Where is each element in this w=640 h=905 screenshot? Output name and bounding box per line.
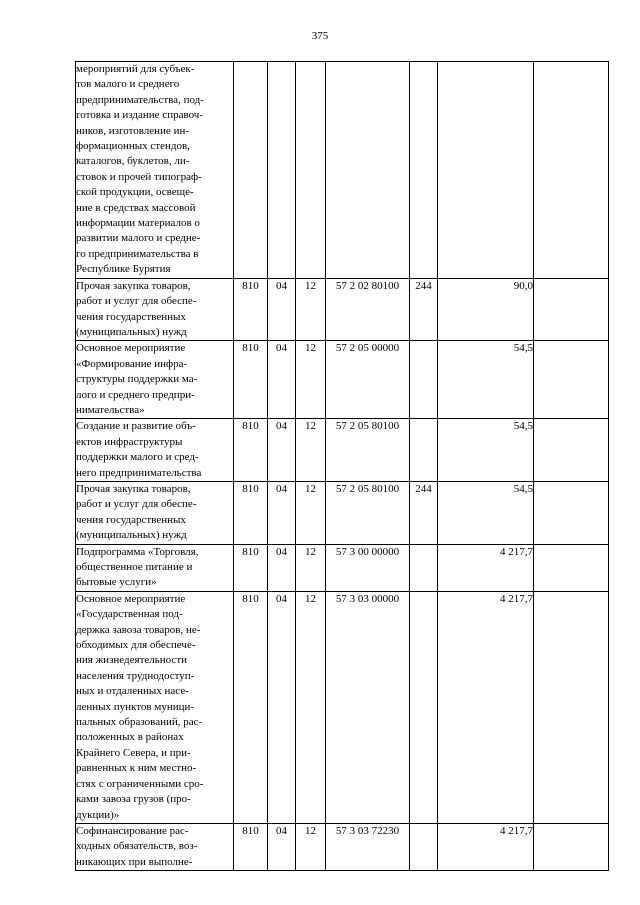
subsection-code-cell [296, 62, 326, 279]
expense-type-cell: 244 [410, 481, 438, 544]
item-name-line: формационных стендов, [76, 140, 190, 153]
target-article-cell: 57 2 02 80100 [326, 278, 410, 341]
section-code-cell: 04 [268, 823, 296, 870]
expense-type-cell [410, 341, 438, 419]
table-row [76, 544, 609, 591]
item-name-cell [76, 823, 234, 870]
item-name-line: Софинансирование рас- [76, 824, 189, 837]
item-name-line: ников, изготовление ин- [76, 124, 190, 137]
item-name-line: никающих при выполне- [76, 855, 193, 868]
item-name-line: чения государственных [76, 310, 186, 323]
item-name-line: го предпринимательства в [76, 247, 199, 260]
section-code-cell: 04 [268, 278, 296, 341]
item-name-line: равненных к ним местно- [76, 762, 197, 775]
subsection-code-cell: 12 [296, 278, 326, 341]
subsection-code-cell: 12 [296, 419, 326, 482]
expense-type-cell [410, 591, 438, 823]
item-name-line: структуры поддержки ма- [76, 373, 198, 386]
item-name-line: бытовые услуги» [76, 576, 157, 589]
target-article-cell: 57 2 05 80100 [326, 419, 410, 482]
subsection-code-cell: 12 [296, 823, 326, 870]
table-row [76, 591, 609, 823]
item-name-line: Подпрограмма «Торговля, [76, 545, 199, 558]
amount-cell: 4 217,7 [438, 823, 534, 870]
table-row [76, 481, 609, 544]
extra-amount-cell [534, 341, 609, 419]
amount-cell: 54,5 [438, 419, 534, 482]
item-name-line: (муниципальных) нужд [76, 529, 187, 542]
extra-amount-cell [534, 591, 609, 823]
item-name-line: общественное питание и [76, 561, 193, 573]
item-name-line: развитии малого и средне- [76, 232, 201, 245]
item-name-line: ходных обязательств, воз- [76, 840, 198, 853]
item-name-line: положенных в районах [76, 731, 184, 744]
subsection-code-cell: 12 [296, 341, 326, 419]
expense-type-cell [410, 544, 438, 591]
ministry-code-cell: 810 [234, 341, 268, 419]
extra-amount-cell [534, 823, 609, 870]
amount-cell [438, 62, 534, 279]
ministry-code-cell: 810 [234, 481, 268, 544]
section-code-cell: 04 [268, 341, 296, 419]
item-name-line: нимательства» [76, 403, 145, 416]
item-name-line: «Формирование инфра- [76, 357, 188, 370]
ministry-code-cell: 810 [234, 544, 268, 591]
extra-amount-cell [534, 544, 609, 591]
ministry-code-cell [234, 62, 268, 279]
section-code-cell: 04 [268, 544, 296, 591]
item-name-line: ками завоза грузов (про- [76, 793, 191, 806]
target-article-cell: 57 2 05 00000 [326, 341, 410, 419]
item-name-cell [76, 341, 234, 419]
item-name-line: чения государственных [76, 513, 186, 526]
extra-amount-cell [534, 419, 609, 482]
item-name-line: Прочая закупка товаров, [76, 482, 191, 495]
extra-amount-cell [534, 278, 609, 341]
amount-cell: 54,5 [438, 481, 534, 544]
ministry-code-cell: 810 [234, 823, 268, 870]
item-name-line: Основное мероприятие [76, 342, 186, 355]
item-name-line: ных и отдаленных насе- [76, 685, 189, 698]
item-name-line: держка завоза товаров, не- [76, 623, 201, 636]
table-row [76, 278, 609, 341]
item-name-line: обходимых для обеспече- [76, 639, 196, 652]
item-name-line: ленных пунктов муници- [76, 700, 195, 713]
item-name-cell [76, 591, 234, 823]
table-row [76, 823, 609, 870]
item-name-line: Прочая закупка товаров, [76, 279, 191, 292]
amount-cell: 4 217,7 [438, 544, 534, 591]
item-name-cell [76, 544, 234, 591]
subsection-code-cell: 12 [296, 481, 326, 544]
item-name-line: стях с ограниченными сро- [76, 777, 204, 790]
extra-amount-cell [534, 62, 609, 279]
section-code-cell: 04 [268, 481, 296, 544]
target-article-cell: 57 3 03 72230 [326, 823, 410, 870]
section-code-cell [268, 62, 296, 279]
budget-table [75, 61, 609, 871]
item-name-line: ние в средствах массовой [76, 201, 196, 214]
item-name-cell [76, 278, 234, 341]
section-code-cell: 04 [268, 591, 296, 823]
item-name-cell [76, 419, 234, 482]
item-name-line: Крайнего Севера, и при- [76, 746, 191, 759]
ministry-code-cell: 810 [234, 278, 268, 341]
item-name-line: ния жизнедеятельности [76, 654, 188, 667]
item-name-line: стовок и прочей типограф- [76, 170, 202, 183]
item-name-line: Создание и развитие объ- [76, 420, 196, 433]
item-name-line: каталогов, буклетов, ли- [76, 155, 190, 168]
amount-cell: 4 217,7 [438, 591, 534, 823]
item-name-line: мероприятий для субъек- [76, 63, 195, 75]
table-row [76, 62, 609, 279]
target-article-cell [326, 62, 410, 279]
ministry-code-cell: 810 [234, 591, 268, 823]
table-row [76, 341, 609, 419]
expense-type-cell [410, 62, 438, 279]
item-name-line: пальных образований, рас- [76, 716, 203, 729]
item-name-line: Республике Бурятия [76, 263, 171, 276]
item-name-line: населения труднодоступ- [76, 669, 195, 682]
item-name-line: ектов инфраструктуры [76, 435, 183, 448]
item-name-cell [76, 481, 234, 544]
table-row [76, 419, 609, 482]
item-name-line: готовка и издание справоч- [76, 109, 203, 122]
item-name-line: информации материалов о [76, 217, 200, 230]
table-body [76, 62, 609, 871]
amount-cell: 90,0 [438, 278, 534, 341]
item-name-line: работ и услуг для обеспе- [76, 498, 197, 511]
target-article-cell: 57 2 05 80100 [326, 481, 410, 544]
target-article-cell: 57 3 03 00000 [326, 591, 410, 823]
item-name-line: Основное мероприятие [76, 592, 186, 605]
item-name-line: (муниципальных) нужд [76, 325, 187, 338]
amount-cell: 54,5 [438, 341, 534, 419]
subsection-code-cell: 12 [296, 544, 326, 591]
ministry-code-cell: 810 [234, 419, 268, 482]
item-name-line: него предпринимательства [76, 466, 202, 479]
item-name-cell [76, 62, 234, 279]
item-name-line: работ и услуг для обеспе- [76, 295, 197, 308]
item-name-line: ской продукции, освеще- [76, 186, 194, 199]
item-name-line: поддержки малого и сред- [76, 451, 199, 464]
item-name-line: дукции)» [76, 808, 120, 821]
item-name-line: «Государственная под- [76, 608, 183, 621]
expense-type-cell [410, 419, 438, 482]
expense-type-cell [410, 823, 438, 870]
item-name-line: лого и среднего предпри- [76, 388, 195, 401]
item-name-line: предпринимательства, под- [76, 93, 204, 106]
target-article-cell: 57 3 00 00000 [326, 544, 410, 591]
extra-amount-cell [534, 481, 609, 544]
item-name-line: тов малого и среднего [76, 78, 180, 91]
page-number: 375 [311, 30, 329, 42]
section-code-cell: 04 [268, 419, 296, 482]
expense-type-cell: 244 [410, 278, 438, 341]
subsection-code-cell: 12 [296, 591, 326, 823]
